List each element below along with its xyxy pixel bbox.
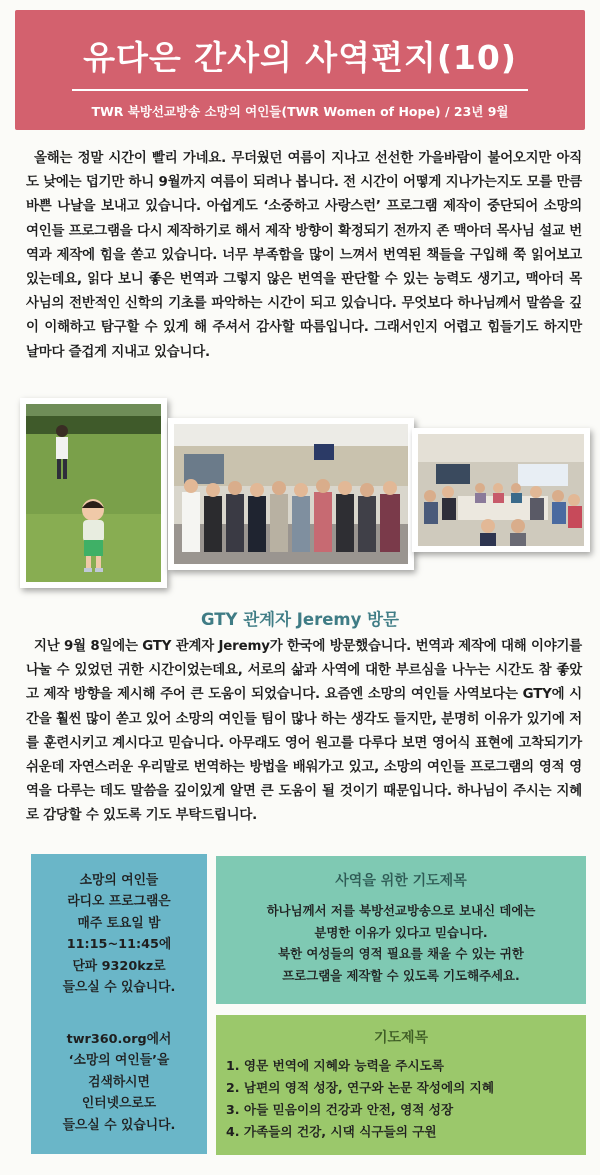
prayer-item: 4. 가족들의 건강, 시댁 식구들의 구원 — [226, 1124, 437, 1139]
radio-line: 소망의 여인들 — [79, 873, 159, 888]
group-office-image — [174, 424, 408, 564]
ministry-line: 분명한 이유가 있다고 믿습니다. — [314, 924, 488, 940]
section-paragraph: 지난 9월 8일에는 GTY 관계자 Jeremy가 한국에 방문했습니다. 번역과 제작에 대해 이야기를 나눌 수 있었던 귀한 시간이었는데요, 서로의 삶과 사역에 대한 부르심을 나누는 시간도 참 좋았고 제작 방향을 제시해 주어 큰 도움이 되었습니다. 요즘엔 소망의 여인들 사역보다는 GTY에 시간을 훨씬 많이 쏟고 있어 소망의 여인들 팀이 많나 하는 생각도 들지만, 분명히 이유가 있기에 저를 훈련시키고 계시다고 믿습니다. 아무래도 영어 원고를 다루다 보면 영어식 표현에 고착되기가 쉬운데 자연스러운 우리말로 번역하는 방법을 배워가고 있고, 소망의 여인들 프로그램의 영적 영역을 다루는 데도 말씀을 깊이있게 알면 큰 도움이 될 것이기 때문입니다. 하나님이 주시는 지혜로 감당할 수 있도록 기도 부탁드립니다. — [26, 639, 582, 824]
ministry-line: 프로그램을 제작할 수 있도록 기도해주세요. — [282, 967, 520, 983]
ministry-prayer-body — [216, 900, 586, 986]
page-title: 유다은 간사의 사역편지(10) — [83, 38, 517, 77]
radio-line: 매주 토요일 밤 — [77, 915, 161, 931]
internet-line: twr360.org에서 — [66, 1032, 172, 1047]
prayer-requests-box — [216, 1015, 586, 1155]
photo-group-office — [168, 418, 414, 570]
prayer-requests-title: 기도제목 — [373, 1030, 429, 1046]
ministry-line: 북한 여성들의 영적 필요를 채울 수 있는 귀한 — [278, 946, 524, 961]
internet-line: 인터넷으로도 — [81, 1096, 157, 1112]
internet-line: ‘소망의 여인들’을 — [68, 1053, 170, 1069]
ministry-line: 하나님께서 저를 북방선교방송으로 보내신 데에는 — [266, 903, 536, 918]
page-subtitle: TWR 북방선교방송 소망의 여인들(TWR Women of Hope) / 23년 9월 — [91, 104, 509, 119]
radio-line: 11:15~11:45에 — [66, 937, 172, 953]
radio-schedule-text — [31, 870, 207, 998]
ministry-prayer-title: 사역을 위한 기도제목 — [335, 873, 467, 889]
radio-line: 단파 9320kz로 — [72, 958, 166, 974]
meeting-room-image — [418, 434, 584, 546]
internet-line: 검색하시면 — [88, 1074, 150, 1090]
prayer-list — [226, 1055, 494, 1143]
header-banner — [15, 10, 585, 130]
radio-line: 라디오 프로그램은 — [67, 894, 171, 910]
photo-child-park — [20, 398, 167, 588]
internet-listen-text — [31, 1029, 207, 1136]
radio-info-box — [31, 854, 207, 1154]
photo-meeting-room — [412, 428, 590, 552]
header-divider — [72, 89, 528, 91]
ministry-prayer-box — [216, 856, 586, 1004]
prayer-item: 1. 영문 번역에 지혜와 능력을 주시도록 — [226, 1058, 444, 1073]
intro-paragraph: 올해는 정말 시간이 빨리 가네요. 무더웠던 여름이 지나고 선선한 가을바람이 불어오지만 아직도 낮에는 덥기만 하니 9월까지 여름이 되려나 봅니다. 전 시간이 어떻게 지나가는지도 모를 만큼 바쁜 나날을 보내고 있습니다. 아쉽게도 ‘소중하고 사랑스런’ 프로그램 제작이 중단되어 소망의 여인들 프로그램을 다시 제작하기로 해서 제작 방향이 확정되기 전까지 존 맥아더 목사님 설교 번역과 제작에 힘을 쏟고 있습니다. 너무 부족함을 많이 느껴서 번역된 책들을 구입해 쭉 읽어보고 있는데요, 읽다 보니 좋은 번역과 그렇지 않은 번역을 판단할 수 있는 능력도 생기고, 맥아더 목사님의 전반적인 신학의 기초를 파악하는 시간이 되고 있습니다. 무엇보다 하나님께서 말씀을 깊이 이해하고 탐구할 수 있게 해 주셔서 감사할 따름입니다. 그래서인지 어렵고 힘들기도 하지만 날마다 즐겁게 지내고 있습니다. — [26, 151, 582, 360]
section-title: GTY 관계자 Jeremy 방문 — [201, 610, 399, 629]
child-park-image — [26, 404, 161, 582]
prayer-item: 2. 남편의 영적 성장, 연구와 논문 작성에의 지혜 — [226, 1080, 495, 1095]
internet-line: 들으실 수 있습니다. — [62, 1117, 176, 1133]
prayer-item: 3. 아들 믿음이의 건강과 안전, 영적 성장 — [226, 1102, 454, 1117]
radio-line: 들으실 수 있습니다. — [62, 980, 176, 996]
